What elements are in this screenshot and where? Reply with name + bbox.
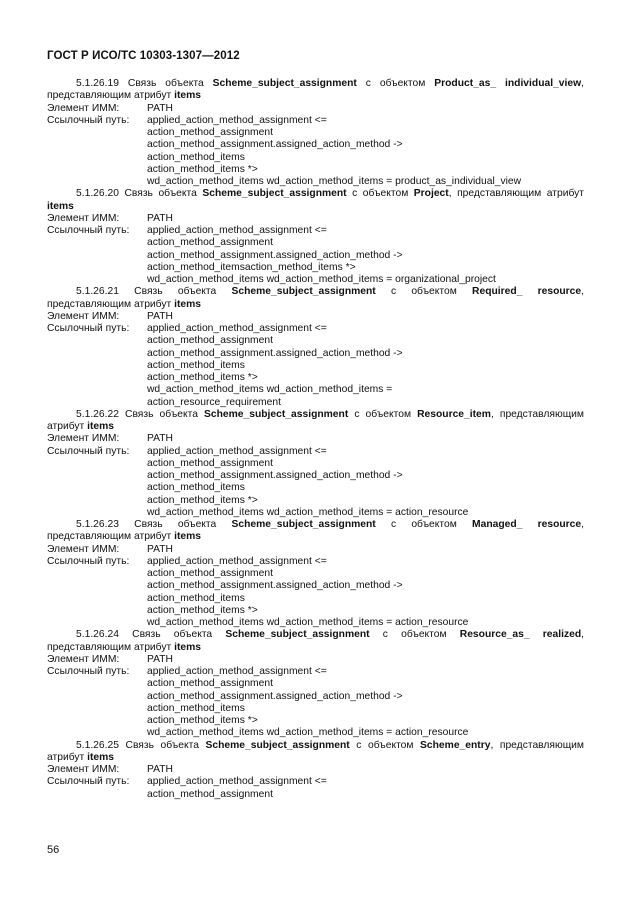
- clause-text: , представляющим атрибут: [47, 519, 585, 543]
- path-line: action_method_assignment.assigned_action_method ->: [147, 139, 403, 151]
- clause-term: Scheme_subject_assignment: [204, 408, 349, 420]
- clause-text: 5.1.26.22 Связь объекта: [76, 408, 205, 420]
- clause-term: items: [174, 531, 201, 543]
- path-value: [147, 115, 584, 189]
- element-label: Элемент ИММ:: [47, 433, 120, 445]
- path-line: wd_action_method_items wd_action_method_items = action_resource: [147, 506, 469, 518]
- element-value: PATH: [147, 543, 173, 555]
- path-row: [47, 225, 584, 286]
- path-label: Ссылочный путь:: [47, 323, 130, 334]
- path-line: action_method_assignment.assigned_action_method ->: [147, 690, 403, 702]
- clause-term: items: [87, 421, 114, 432]
- clause-text: , представляющим атрибут: [47, 739, 585, 763]
- path-line: applied_action_method_assignment <=: [147, 323, 327, 334]
- clause-term: Resource_as_ realized: [459, 629, 582, 641]
- clause-term: Scheme_subject_assignment: [212, 78, 357, 89]
- element-row: [47, 311, 584, 323]
- path-line: action_method_assignment.assigned_action_method ->: [147, 249, 403, 261]
- clause-text: , представляющим атрибут: [448, 188, 584, 200]
- element-label: Элемент ИММ:: [47, 764, 120, 775]
- clause-term: Project: [413, 188, 449, 200]
- element-value: PATH: [147, 212, 173, 224]
- clause-text: 5.1.26.20 Связь объекта: [76, 188, 203, 200]
- path-line: action_method_assignment.assigned_action_method ->: [147, 580, 403, 592]
- path-label: Ссылочный путь:: [47, 445, 130, 457]
- element-row: [47, 764, 584, 776]
- clause-term: Scheme_subject_assignment: [231, 286, 376, 298]
- path-line: action_method_items: [147, 592, 245, 604]
- path-label: Ссылочный путь:: [47, 776, 130, 788]
- path-line: action_method_assignment.assigned_action_method ->: [147, 470, 403, 481]
- clause-text: 5.1.26.23 Связь объекта: [76, 519, 232, 530]
- path-label: Ссылочный путь:: [47, 225, 130, 236]
- path-line: action_method_items: [147, 482, 245, 494]
- clause-heading: [47, 188, 584, 213]
- path-line: action_method_items: [147, 151, 245, 163]
- path-line: wd_action_method_items wd_action_method_items =: [147, 384, 393, 396]
- clause-term: items: [174, 641, 201, 653]
- clause-text: 5.1.26.24 Связь объекта: [76, 629, 226, 641]
- element-row: [47, 654, 584, 666]
- clause-text: с объектом: [375, 519, 473, 530]
- path-value: [147, 556, 584, 630]
- clause-term: Scheme_subject_assignment: [202, 188, 347, 200]
- clause-term: Required_ resource: [472, 286, 582, 298]
- clause-section: [47, 519, 584, 629]
- path-line: action_method_items: [147, 359, 245, 371]
- clause-text: с объектом: [356, 78, 435, 89]
- path-line: action_method_assignment: [147, 127, 273, 138]
- clause-text: с объектом: [348, 408, 418, 420]
- clause-text: с объектом: [375, 286, 473, 298]
- clause-section: [47, 740, 584, 801]
- clause-text: , представляющим атрибут: [47, 408, 585, 432]
- clause-text: с объектом: [369, 629, 460, 641]
- document-body: [47, 78, 584, 801]
- path-line: wd_action_method_items wd_action_method_items = action_resource: [147, 617, 469, 628]
- path-row: [47, 556, 584, 630]
- path-line: applied_action_method_assignment <=: [147, 666, 327, 677]
- clause-term: items: [174, 90, 201, 102]
- path-value: [147, 776, 584, 801]
- element-value: PATH: [147, 310, 173, 322]
- clause-term: Scheme_subject_assignment: [231, 519, 376, 530]
- path-line: action_method_items *>: [147, 372, 258, 383]
- page-number: 56: [47, 844, 60, 856]
- clause-term: Managed_ resource: [472, 519, 582, 530]
- path-value: [147, 323, 584, 409]
- path-line: applied_action_method_assignment <=: [147, 776, 327, 788]
- path-line: action_method_itemsaction_method_items *>: [147, 261, 356, 273]
- path-row: [47, 115, 584, 189]
- path-line: action_method_items *>: [147, 715, 258, 726]
- clause-term: Scheme_entry: [420, 739, 491, 751]
- clause-heading: [47, 740, 584, 765]
- clause-term: Scheme_subject_assignment: [225, 629, 370, 641]
- path-value: [147, 666, 584, 740]
- path-line: action_method_items *>: [147, 163, 258, 175]
- clause-text: 5.1.26.25 Связь объекта: [76, 739, 206, 751]
- path-label: Ссылочный путь:: [47, 666, 130, 677]
- path-line: action_method_items *>: [147, 494, 258, 506]
- element-value: PATH: [147, 102, 173, 114]
- path-line: applied_action_method_assignment <=: [147, 445, 327, 457]
- clause-section: [47, 286, 584, 409]
- clause-text: , представляющим атрибут: [47, 78, 584, 102]
- path-line: action_method_assignment: [147, 335, 273, 347]
- path-line: applied_action_method_assignment <=: [147, 225, 327, 236]
- path-row: [47, 446, 584, 520]
- path-line: action_method_items *>: [147, 604, 258, 616]
- clause-heading: [47, 409, 584, 434]
- path-line: action_method_assignment: [147, 457, 273, 469]
- element-label: Элемент ИММ:: [47, 543, 120, 555]
- element-label: Элемент ИММ:: [47, 310, 120, 322]
- element-label: Элемент ИММ:: [47, 212, 120, 224]
- clause-section: [47, 188, 584, 286]
- clause-text: с объектом: [349, 739, 421, 751]
- path-line: action_method_assignment: [147, 788, 273, 800]
- clause-text: с объектом: [346, 188, 414, 200]
- element-row: [47, 544, 584, 556]
- path-line: action_method_assignment.assigned_action_method ->: [147, 347, 403, 359]
- path-row: [47, 666, 584, 740]
- page-header: ГОСТ Р ИСО/ТС 10303-1307—2012: [47, 50, 240, 62]
- clause-section: [47, 629, 584, 739]
- element-row: [47, 103, 584, 115]
- clause-text: , представляющим атрибут: [47, 286, 585, 310]
- element-row: [47, 213, 584, 225]
- clause-heading: [47, 519, 584, 544]
- clause-term: items: [87, 751, 114, 763]
- clause-text: 5.1.26.19 Связь объекта: [76, 78, 213, 89]
- clause-heading: [47, 286, 584, 311]
- element-value: PATH: [147, 764, 173, 775]
- element-row: [47, 433, 584, 445]
- path-line: applied_action_method_assignment <=: [147, 114, 327, 126]
- clause-term: Resource_item: [417, 408, 491, 420]
- element-label: Элемент ИММ:: [47, 653, 120, 665]
- path-label: Ссылочный путь:: [47, 555, 130, 567]
- path-line: action_method_assignment: [147, 678, 273, 690]
- path-line: applied_action_method_assignment <=: [147, 555, 327, 567]
- clause-section: [47, 409, 584, 519]
- path-line: action_method_items: [147, 702, 245, 714]
- clause-term: items: [47, 200, 74, 212]
- clause-term: Product_as_ individual_view: [434, 78, 582, 89]
- path-value: [147, 446, 584, 520]
- clause-term: Scheme_subject_assignment: [205, 739, 350, 751]
- clause-section: [47, 78, 584, 188]
- path-value: [147, 225, 584, 286]
- clause-heading: [47, 629, 584, 654]
- path-line: wd_action_method_items wd_action_method_items = action_resource: [147, 727, 469, 739]
- path-line: wd_action_method_items wd_action_method_items = product_as_individual_view: [147, 176, 522, 187]
- path-row: [47, 323, 584, 409]
- element-label: Элемент ИММ:: [47, 102, 120, 114]
- clause-heading: [47, 78, 584, 103]
- clause-term: items: [174, 298, 201, 310]
- path-row: [47, 776, 584, 801]
- path-line: action_method_assignment: [147, 237, 273, 249]
- element-value: PATH: [147, 653, 173, 665]
- clause-text: 5.1.26.21 Связь объекта: [76, 286, 232, 298]
- path-line: wd_action_method_items wd_action_method_items = organizational_project: [147, 274, 496, 285]
- path-line: action_resource_requirement: [147, 396, 281, 408]
- element-value: PATH: [147, 433, 173, 445]
- clause-text: , представляющим атрибут: [47, 629, 585, 653]
- path-line: action_method_assignment: [147, 568, 273, 579]
- path-label: Ссылочный путь:: [47, 114, 130, 126]
